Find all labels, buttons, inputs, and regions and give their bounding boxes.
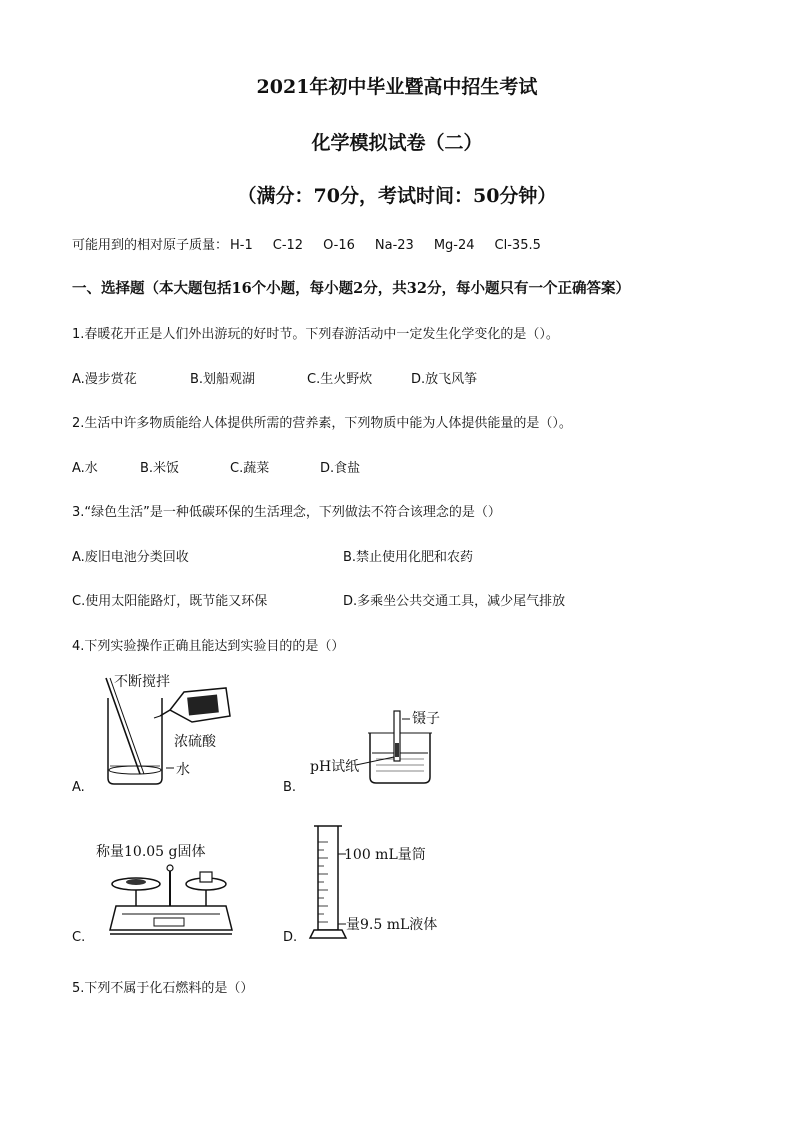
option-c: C.使用太阳能路灯，既节能又环保: [72, 594, 268, 609]
figure-a-dilution: [96, 670, 246, 790]
option-b: B.划船观湖: [190, 372, 256, 387]
question-stem: 2.生活中许多物质能给人体提供所需的营养素，下列物质中能为人体提供能量的是（）。: [72, 416, 572, 431]
figure-a-letter: A.: [72, 780, 85, 795]
option-a: A.水: [72, 461, 98, 476]
label-acid: 浓硫酸: [174, 734, 216, 750]
label-liquid: 量9.5 mL液体: [346, 917, 438, 933]
mass-o: O-16: [323, 238, 355, 253]
option-d: D.多乘坐公共交通工具，减少尾气排放: [343, 594, 566, 609]
figure-c-balance: [92, 834, 242, 944]
section-title: 一、选择题（本大题包括16个小题，每小题2分，共32分，每小题只有一个正确答案）: [72, 280, 630, 297]
question-stem: 3.“绿色生活”是一种低碳环保的生活理念，下列做法不符合该理念的是（）: [72, 505, 501, 520]
question-stem: 4.下列实验操作正确且能达到实验目的的是（）: [72, 639, 345, 654]
atomic-masses-label: 可能用到的相对原子质量：: [72, 238, 229, 253]
option-b: B.米饭: [140, 461, 180, 476]
label-ph-paper: pH试纸: [310, 759, 360, 775]
option-d: D.食盐: [320, 461, 361, 476]
mass-mg: Mg-24: [433, 238, 475, 253]
option-c: C.生火野炊: [307, 372, 373, 387]
mass-cl: Cl-35.5: [494, 238, 541, 253]
figure-d-letter: D.: [283, 930, 298, 945]
option-d: D.放飞风筝: [411, 372, 478, 387]
exam-subtitle: 化学模拟试卷（二）: [311, 132, 483, 154]
option-c: C.蔬菜: [230, 461, 270, 476]
exam-info: （满分：70分，考试时间：50分钟）: [237, 185, 557, 207]
question-stem: 5.下列不属于化石燃料的是（）: [72, 981, 254, 996]
label-stir: 不断搅拌: [114, 674, 170, 690]
mass-c: C-12: [272, 238, 304, 253]
exam-title: 2021年初中毕业暨高中招生考试: [256, 76, 538, 98]
atomic-masses: [72, 234, 561, 253]
option-b: B.禁止使用化肥和农药: [343, 550, 474, 565]
label-weigh: 称量10.05 g固体: [96, 844, 206, 860]
label-water: 水: [176, 762, 190, 778]
figure-c-letter: C.: [72, 930, 86, 945]
mass-h: H-1: [230, 238, 253, 253]
mass-na: Na-23: [374, 238, 414, 253]
option-a: A.漫步赏花: [72, 372, 137, 387]
figure-b-ph-test: [306, 705, 456, 795]
figure-d-cylinder: [306, 822, 476, 944]
figure-b-letter: B.: [283, 780, 297, 795]
question-stem: 1.春暖花开正是人们外出游玩的好时节。下列春游活动中一定发生化学变化的是（）。: [72, 327, 559, 342]
label-cylinder: 100 mL量筒: [344, 847, 426, 863]
label-tweezers: 镊子: [412, 711, 440, 727]
option-a: A.废旧电池分类回收: [72, 550, 189, 565]
